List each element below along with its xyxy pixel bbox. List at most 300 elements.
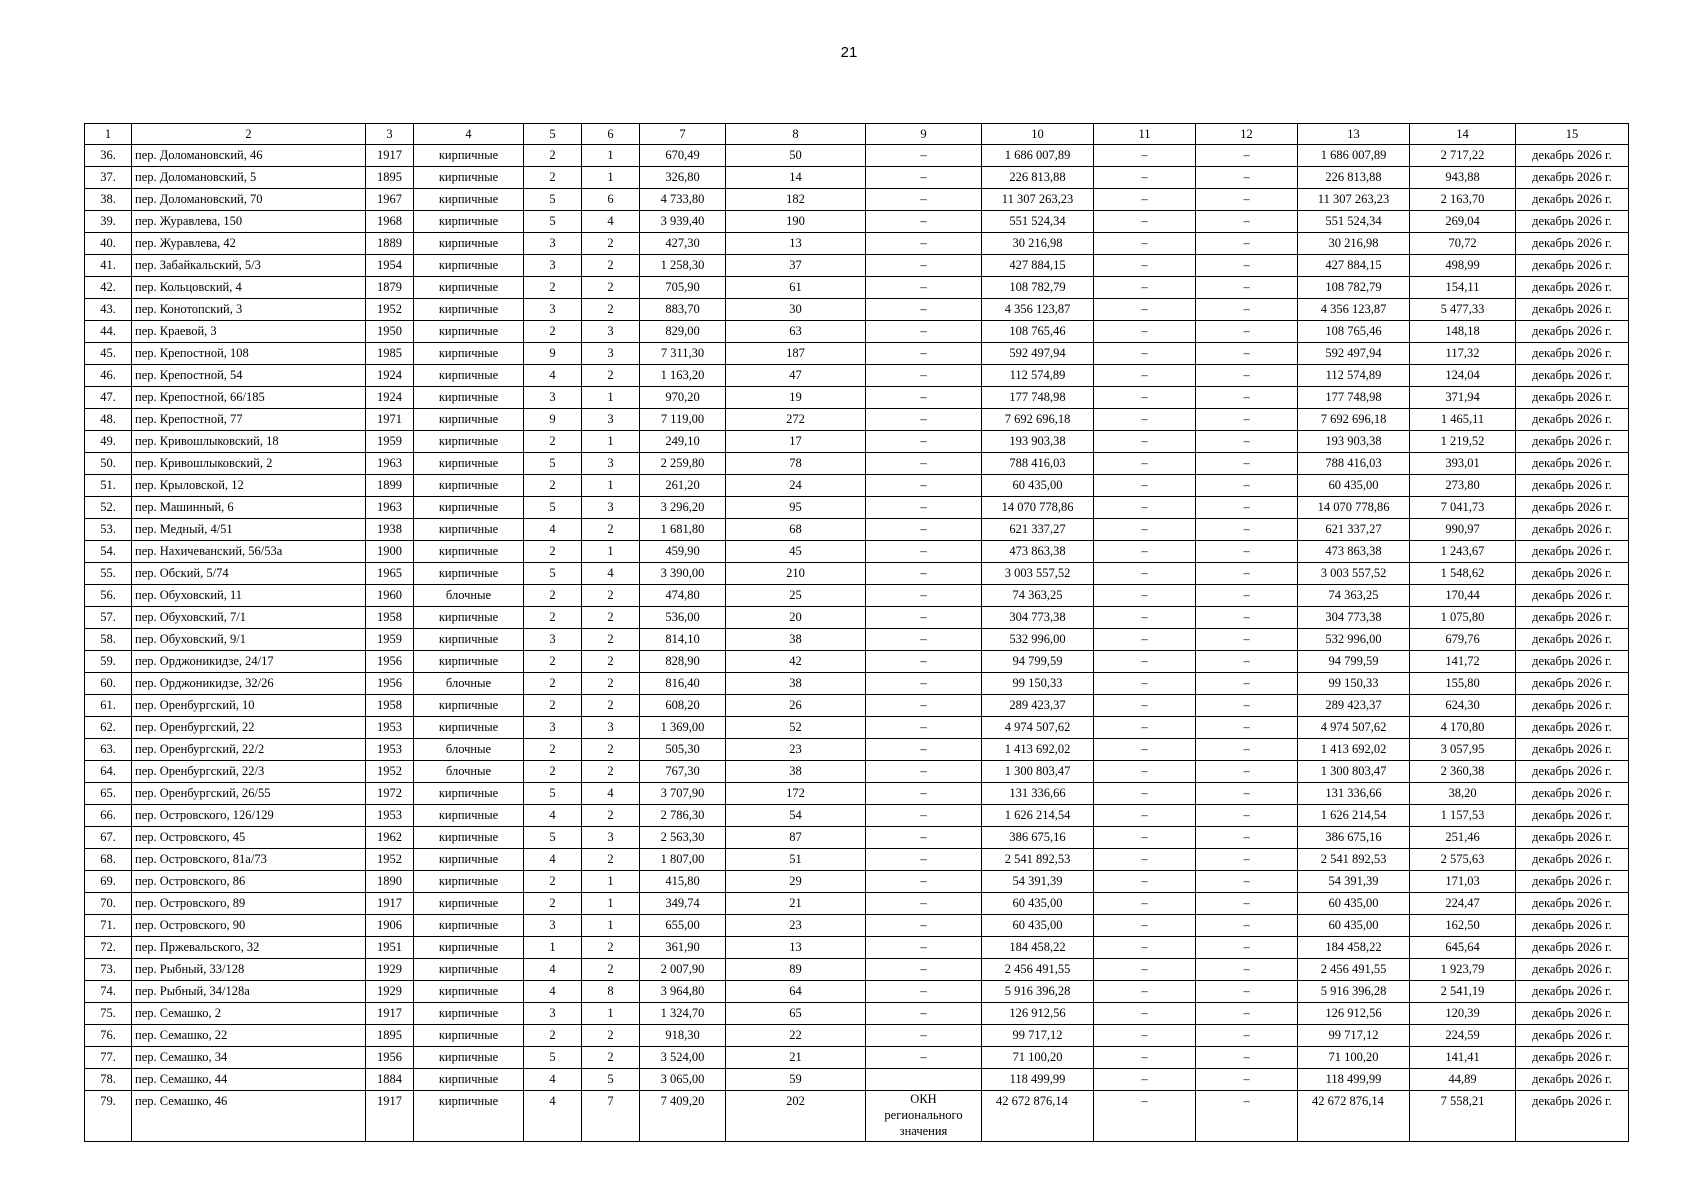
address-cell: пер. Журавлева, 150 xyxy=(132,211,366,233)
table-cell: 670,49 xyxy=(640,145,726,167)
address-cell: пер. Конотопский, 3 xyxy=(132,299,366,321)
table-cell: – xyxy=(1196,233,1298,255)
address-cell: пер. Доломановский, 5 xyxy=(132,167,366,189)
table-cell: 272 xyxy=(726,409,866,431)
row-index-cell: 40. xyxy=(85,233,132,255)
table-cell: декабрь 2026 г. xyxy=(1516,211,1629,233)
table-cell: – xyxy=(1196,827,1298,849)
table-cell: 14 070 778,86 xyxy=(1298,497,1410,519)
table-cell: 210 xyxy=(726,563,866,585)
address-cell: пер. Обуховский, 7/1 xyxy=(132,607,366,629)
row-index-cell: 49. xyxy=(85,431,132,453)
table-cell: – xyxy=(1094,321,1196,343)
table-row xyxy=(85,453,1629,475)
table-cell: – xyxy=(1094,563,1196,585)
column-number-cell: 4 xyxy=(414,124,524,145)
table-cell: 21 xyxy=(726,1047,866,1069)
table-cell: 326,80 xyxy=(640,167,726,189)
table-cell: 4 xyxy=(524,519,582,541)
table-row xyxy=(85,827,1629,849)
table-cell: 2 007,90 xyxy=(640,959,726,981)
column-number-cell: 6 xyxy=(582,124,640,145)
table-cell: 21 xyxy=(726,893,866,915)
table-cell: – xyxy=(866,761,982,783)
table-cell: 1 324,70 xyxy=(640,1003,726,1025)
table-cell: – xyxy=(866,1003,982,1025)
table-cell: 50 xyxy=(726,145,866,167)
table-cell: 2 259,80 xyxy=(640,453,726,475)
address-cell: пер. Оренбургский, 22/3 xyxy=(132,761,366,783)
table-cell: кирпичные xyxy=(414,255,524,277)
table-cell: 117,32 xyxy=(1410,343,1516,365)
table-cell: декабрь 2026 г. xyxy=(1516,695,1629,717)
table-cell: 3 xyxy=(582,409,640,431)
table-cell: 788 416,03 xyxy=(1298,453,1410,475)
table-cell: – xyxy=(866,431,982,453)
table-cell: 2 563,30 xyxy=(640,827,726,849)
table-cell: 1917 xyxy=(366,1091,414,1142)
table-cell: 95 xyxy=(726,497,866,519)
address-cell: пер. Доломановский, 46 xyxy=(132,145,366,167)
table-cell: – xyxy=(1094,761,1196,783)
table-cell: 2 xyxy=(582,519,640,541)
address-cell: пер. Островского, 81а/73 xyxy=(132,849,366,871)
column-number-cell: 5 xyxy=(524,124,582,145)
table-cell: – xyxy=(1196,871,1298,893)
table-cell: кирпичные xyxy=(414,717,524,739)
table-cell: 2 360,38 xyxy=(1410,761,1516,783)
table-cell: 193 903,38 xyxy=(982,431,1094,453)
table-cell: 645,64 xyxy=(1410,937,1516,959)
address-cell: пер. Крепостной, 66/185 xyxy=(132,387,366,409)
row-index-cell: 52. xyxy=(85,497,132,519)
table-cell: 112 574,89 xyxy=(1298,365,1410,387)
address-cell: пер. Островского, 89 xyxy=(132,893,366,915)
table-cell: 2 xyxy=(582,1025,640,1047)
table-cell: кирпичные xyxy=(414,299,524,321)
table-cell: кирпичные xyxy=(414,849,524,871)
address-cell: пер. Пржевальского, 32 xyxy=(132,937,366,959)
address-cell: пер. Островского, 86 xyxy=(132,871,366,893)
table-cell: ОКН регионального значения xyxy=(866,1091,982,1142)
table-cell: кирпичные xyxy=(414,805,524,827)
table-cell: 1924 xyxy=(366,387,414,409)
table-cell: 249,10 xyxy=(640,431,726,453)
table-cell: кирпичные xyxy=(414,1069,524,1091)
table-cell: 47 xyxy=(726,365,866,387)
table-cell: 44,89 xyxy=(1410,1069,1516,1091)
table-cell: – xyxy=(1196,1091,1298,1142)
address-cell: пер. Обуховский, 9/1 xyxy=(132,629,366,651)
table-cell: 51 xyxy=(726,849,866,871)
table-cell: 2 xyxy=(524,893,582,915)
table-cell: – xyxy=(866,937,982,959)
table-cell: 2 xyxy=(524,277,582,299)
table-cell: кирпичные xyxy=(414,629,524,651)
row-index-cell: 45. xyxy=(85,343,132,365)
table-cell: 94 799,59 xyxy=(1298,651,1410,673)
table-cell: 193 903,38 xyxy=(1298,431,1410,453)
row-index-cell: 39. xyxy=(85,211,132,233)
table-cell: 17 xyxy=(726,431,866,453)
table-cell: 2 xyxy=(524,321,582,343)
table-cell: – xyxy=(1094,673,1196,695)
row-index-cell: 70. xyxy=(85,893,132,915)
table-cell: 94 799,59 xyxy=(982,651,1094,673)
table-cell: 5 xyxy=(524,827,582,849)
table-cell: – xyxy=(1094,1091,1196,1142)
table-cell: декабрь 2026 г. xyxy=(1516,431,1629,453)
table-cell: – xyxy=(1094,343,1196,365)
table-cell: 3 xyxy=(524,1003,582,1025)
table-cell: кирпичные xyxy=(414,1047,524,1069)
column-number-cell: 13 xyxy=(1298,124,1410,145)
table-cell: 474,80 xyxy=(640,585,726,607)
table-cell: 2 xyxy=(582,739,640,761)
table-cell: 2 xyxy=(582,629,640,651)
column-number-cell: 9 xyxy=(866,124,982,145)
table-row xyxy=(85,211,1629,233)
table-cell: 2 xyxy=(524,673,582,695)
table-cell: 1 xyxy=(582,167,640,189)
table-cell: – xyxy=(1094,893,1196,915)
table-cell: декабрь 2026 г. xyxy=(1516,255,1629,277)
table-cell: 19 xyxy=(726,387,866,409)
table-cell: – xyxy=(1196,255,1298,277)
table-cell: 3 964,80 xyxy=(640,981,726,1003)
table-cell: 1 xyxy=(582,1003,640,1025)
address-cell: пер. Нахичеванский, 56/53а xyxy=(132,541,366,563)
table-cell: – xyxy=(1196,673,1298,695)
table-cell: 393,01 xyxy=(1410,453,1516,475)
table-cell: 126 912,56 xyxy=(982,1003,1094,1025)
table-cell: 1950 xyxy=(366,321,414,343)
table-cell: 1917 xyxy=(366,893,414,915)
table-cell: 4 170,80 xyxy=(1410,717,1516,739)
table-cell: 23 xyxy=(726,915,866,937)
table-cell: 828,90 xyxy=(640,651,726,673)
table-cell: 78 xyxy=(726,453,866,475)
address-cell: пер. Кривошлыковский, 18 xyxy=(132,431,366,453)
table-cell: 1954 xyxy=(366,255,414,277)
table-cell: 38 xyxy=(726,629,866,651)
row-index-cell: 59. xyxy=(85,651,132,673)
table-cell: 224,59 xyxy=(1410,1025,1516,1047)
table-cell: 20 xyxy=(726,607,866,629)
table-cell: – xyxy=(1094,387,1196,409)
table-cell: 5 xyxy=(524,497,582,519)
table-cell: 7 041,73 xyxy=(1410,497,1516,519)
table-cell: декабрь 2026 г. xyxy=(1516,739,1629,761)
table-cell: – xyxy=(866,629,982,651)
table-cell: декабрь 2026 г. xyxy=(1516,585,1629,607)
row-index-cell: 56. xyxy=(85,585,132,607)
table-row xyxy=(85,629,1629,651)
table-cell: 1 258,30 xyxy=(640,255,726,277)
table-row xyxy=(85,1047,1629,1069)
table-cell: – xyxy=(1196,959,1298,981)
table-cell: – xyxy=(1094,497,1196,519)
table-cell: – xyxy=(866,849,982,871)
table-cell: 2 541 892,53 xyxy=(982,849,1094,871)
table-cell: 108 782,79 xyxy=(982,277,1094,299)
table-cell: 5 xyxy=(582,1069,640,1091)
table-row xyxy=(85,409,1629,431)
table-row xyxy=(85,519,1629,541)
table-cell: 473 863,38 xyxy=(1298,541,1410,563)
table-cell: декабрь 2026 г. xyxy=(1516,915,1629,937)
table-cell: – xyxy=(1094,1047,1196,1069)
table-cell: декабрь 2026 г. xyxy=(1516,145,1629,167)
table-cell: – xyxy=(866,497,982,519)
table-cell: 970,20 xyxy=(640,387,726,409)
address-cell: пер. Рыбный, 33/128 xyxy=(132,959,366,981)
table-cell: 1 219,52 xyxy=(1410,431,1516,453)
table-cell: – xyxy=(1196,849,1298,871)
row-index-cell: 41. xyxy=(85,255,132,277)
table-cell: 68 xyxy=(726,519,866,541)
table-cell: 60 435,00 xyxy=(982,893,1094,915)
table-cell: 9 xyxy=(524,343,582,365)
table-row xyxy=(85,343,1629,365)
table-cell: 1895 xyxy=(366,1025,414,1047)
table-cell: 1952 xyxy=(366,299,414,321)
table-cell: декабрь 2026 г. xyxy=(1516,233,1629,255)
table-cell: – xyxy=(1196,497,1298,519)
table-cell: 2 456 491,55 xyxy=(1298,959,1410,981)
row-index-cell: 60. xyxy=(85,673,132,695)
table-cell: 42 672 876,14 xyxy=(1298,1091,1410,1142)
table-cell: 162,50 xyxy=(1410,915,1516,937)
table-cell: 74 363,25 xyxy=(1298,585,1410,607)
table-cell: 592 497,94 xyxy=(1298,343,1410,365)
table-cell: декабрь 2026 г. xyxy=(1516,387,1629,409)
table-cell: 2 xyxy=(582,673,640,695)
table-cell: 52 xyxy=(726,717,866,739)
table-cell: – xyxy=(1196,189,1298,211)
table-cell: декабрь 2026 г. xyxy=(1516,607,1629,629)
table-cell: – xyxy=(866,717,982,739)
table-cell: 30 216,98 xyxy=(1298,233,1410,255)
column-number-cell: 14 xyxy=(1410,124,1516,145)
address-cell: пер. Обуховский, 11 xyxy=(132,585,366,607)
table-cell: – xyxy=(1094,695,1196,717)
table-cell: 1906 xyxy=(366,915,414,937)
table-cell: 112 574,89 xyxy=(982,365,1094,387)
table-cell: декабрь 2026 г. xyxy=(1516,959,1629,981)
table-cell: 7 558,21 xyxy=(1410,1091,1516,1142)
table-cell: декабрь 2026 г. xyxy=(1516,189,1629,211)
row-index-cell: 75. xyxy=(85,1003,132,1025)
table-cell: – xyxy=(1196,761,1298,783)
table-cell: 108 765,46 xyxy=(1298,321,1410,343)
table-cell: кирпичные xyxy=(414,475,524,497)
table-cell: 177 748,98 xyxy=(982,387,1094,409)
table-cell: 5 916 396,28 xyxy=(982,981,1094,1003)
table-cell: 621 337,27 xyxy=(982,519,1094,541)
table-cell: 1929 xyxy=(366,981,414,1003)
table-cell: 3 xyxy=(524,915,582,937)
table-cell: – xyxy=(1196,167,1298,189)
table-cell: 11 307 263,23 xyxy=(1298,189,1410,211)
table-row xyxy=(85,475,1629,497)
row-index-cell: 62. xyxy=(85,717,132,739)
table-cell: 289 423,37 xyxy=(982,695,1094,717)
table-cell: кирпичные xyxy=(414,1003,524,1025)
table-cell: 4 356 123,87 xyxy=(982,299,1094,321)
address-cell: пер. Семашко, 34 xyxy=(132,1047,366,1069)
table-cell: 141,72 xyxy=(1410,651,1516,673)
row-index-cell: 77. xyxy=(85,1047,132,1069)
table-cell: 54 391,39 xyxy=(982,871,1094,893)
table-cell: – xyxy=(1094,541,1196,563)
table-cell: 38 xyxy=(726,761,866,783)
table-cell: 2 xyxy=(524,739,582,761)
table-cell: 2 786,30 xyxy=(640,805,726,827)
table-cell: 1 xyxy=(582,915,640,937)
table-cell: – xyxy=(1196,365,1298,387)
table-cell: кирпичные xyxy=(414,167,524,189)
table-cell: – xyxy=(866,255,982,277)
column-number-cell: 3 xyxy=(366,124,414,145)
table-cell: – xyxy=(1196,915,1298,937)
table-cell: кирпичные xyxy=(414,563,524,585)
table-cell: 459,90 xyxy=(640,541,726,563)
table-cell: 536,00 xyxy=(640,607,726,629)
table-cell: 705,90 xyxy=(640,277,726,299)
row-index-cell: 68. xyxy=(85,849,132,871)
table-cell: 1960 xyxy=(366,585,414,607)
table-cell: 1 163,20 xyxy=(640,365,726,387)
table-cell: 1 686 007,89 xyxy=(1298,145,1410,167)
table-cell: кирпичные xyxy=(414,915,524,937)
table-cell: 2 xyxy=(524,145,582,167)
table-cell: 184 458,22 xyxy=(1298,937,1410,959)
table-cell: декабрь 2026 г. xyxy=(1516,409,1629,431)
table-cell: – xyxy=(866,365,982,387)
table-cell: 427 884,15 xyxy=(1298,255,1410,277)
row-index-cell: 79. xyxy=(85,1091,132,1142)
table-cell: 54 391,39 xyxy=(1298,871,1410,893)
table-cell: 3 xyxy=(524,255,582,277)
table-cell: 1 681,80 xyxy=(640,519,726,541)
table-cell: 22 xyxy=(726,1025,866,1047)
column-number-row xyxy=(85,124,1629,145)
table-cell: 1917 xyxy=(366,1003,414,1025)
table-cell: 155,80 xyxy=(1410,673,1516,695)
table-cell: – xyxy=(866,1025,982,1047)
table-cell: 3 524,00 xyxy=(640,1047,726,1069)
table-cell: 816,40 xyxy=(640,673,726,695)
table-cell: декабрь 2026 г. xyxy=(1516,453,1629,475)
table-cell: кирпичные xyxy=(414,695,524,717)
table-cell: 2 575,63 xyxy=(1410,849,1516,871)
table-row xyxy=(85,1025,1629,1047)
address-cell: пер. Кольцовский, 4 xyxy=(132,277,366,299)
table-cell: 2 xyxy=(524,607,582,629)
row-index-cell: 38. xyxy=(85,189,132,211)
table-row xyxy=(85,541,1629,563)
table-row xyxy=(85,145,1629,167)
table-cell: кирпичные xyxy=(414,189,524,211)
row-index-cell: 48. xyxy=(85,409,132,431)
table-cell: 54 xyxy=(726,805,866,827)
table-cell: 2 541,19 xyxy=(1410,981,1516,1003)
address-cell: пер. Журавлева, 42 xyxy=(132,233,366,255)
table-cell: кирпичные xyxy=(414,607,524,629)
table-cell: 1 xyxy=(582,541,640,563)
table-cell: 124,04 xyxy=(1410,365,1516,387)
table-cell: 2 xyxy=(582,233,640,255)
table-cell: декабрь 2026 г. xyxy=(1516,475,1629,497)
table-cell: – xyxy=(1094,255,1196,277)
table-cell: 42 xyxy=(726,651,866,673)
table-cell: – xyxy=(1094,277,1196,299)
table-cell: 304 773,38 xyxy=(982,607,1094,629)
table-cell: 154,11 xyxy=(1410,277,1516,299)
row-index-cell: 42. xyxy=(85,277,132,299)
table-row xyxy=(85,959,1629,981)
table-cell: 269,04 xyxy=(1410,211,1516,233)
table-cell: 2 xyxy=(582,937,640,959)
table-cell: 4 xyxy=(524,1069,582,1091)
table-cell: 131 336,66 xyxy=(1298,783,1410,805)
table-cell: 4 xyxy=(524,365,582,387)
table-cell: – xyxy=(1196,431,1298,453)
table-cell: 118 499,99 xyxy=(982,1069,1094,1091)
table-cell: 226 813,88 xyxy=(982,167,1094,189)
table-cell: кирпичные xyxy=(414,365,524,387)
table-cell: 7 119,00 xyxy=(640,409,726,431)
address-cell: пер. Орджоникидзе, 24/17 xyxy=(132,651,366,673)
table-cell: 14 xyxy=(726,167,866,189)
table-cell: – xyxy=(1196,695,1298,717)
table-cell: 1 413 692,02 xyxy=(982,739,1094,761)
table-cell: декабрь 2026 г. xyxy=(1516,497,1629,519)
table-cell: – xyxy=(866,893,982,915)
table-cell: декабрь 2026 г. xyxy=(1516,893,1629,915)
column-number-cell: 7 xyxy=(640,124,726,145)
table-cell: кирпичные xyxy=(414,827,524,849)
table-cell: – xyxy=(1196,629,1298,651)
table-cell: – xyxy=(1094,871,1196,893)
table-cell: кирпичные xyxy=(414,519,524,541)
table-cell: кирпичные xyxy=(414,959,524,981)
table-cell: кирпичные xyxy=(414,893,524,915)
row-index-cell: 63. xyxy=(85,739,132,761)
table-cell: 2 163,70 xyxy=(1410,189,1516,211)
table-cell: 1900 xyxy=(366,541,414,563)
row-index-cell: 71. xyxy=(85,915,132,937)
address-cell: пер. Островского, 126/129 xyxy=(132,805,366,827)
table-cell: 1965 xyxy=(366,563,414,585)
table-cell: – xyxy=(866,783,982,805)
table-cell: блочные xyxy=(414,739,524,761)
address-cell: пер. Обский, 5/74 xyxy=(132,563,366,585)
table-cell: 532 996,00 xyxy=(982,629,1094,651)
table-cell: декабрь 2026 г. xyxy=(1516,277,1629,299)
row-index-cell: 54. xyxy=(85,541,132,563)
table-cell: 184 458,22 xyxy=(982,937,1094,959)
table-row xyxy=(85,189,1629,211)
table-cell: – xyxy=(1094,233,1196,255)
table-cell: 26 xyxy=(726,695,866,717)
row-index-cell: 65. xyxy=(85,783,132,805)
table-cell: – xyxy=(1196,387,1298,409)
table-cell: 1 548,62 xyxy=(1410,563,1516,585)
address-cell: пер. Крепостной, 77 xyxy=(132,409,366,431)
table-cell: 4 733,80 xyxy=(640,189,726,211)
